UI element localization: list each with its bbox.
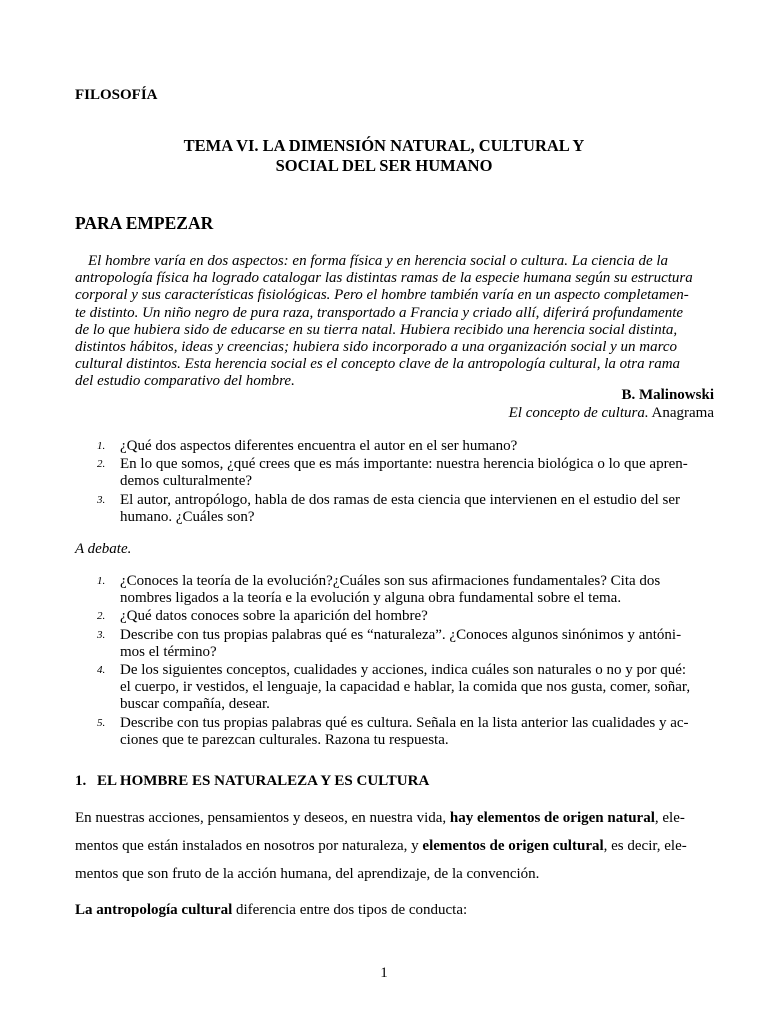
section-number: 1.: [75, 773, 87, 789]
list-item-number: 3.: [97, 628, 106, 641]
list-item: [75, 627, 720, 661]
list-item-line: demos culturalmente?: [120, 473, 253, 490]
debate-label: A debate.: [75, 541, 132, 557]
list-item: [75, 438, 720, 455]
paragraph-bold-text: elementos de origen cultural: [422, 838, 604, 854]
list-item-number: 5.: [97, 716, 106, 729]
quote-source: [509, 405, 714, 422]
list-item-number: 2.: [97, 610, 106, 623]
list-item-line: El autor, antropólogo, habla de dos ramas de esta ciencia que intervienen en el estudio del ser: [120, 491, 681, 508]
list-item-line: ciones que te parezcan culturales. Razona tu respuesta.: [120, 731, 449, 748]
list-item-text: [120, 662, 720, 714]
list-item-line: De los siguientes conceptos, cualidades y acciones, indica cuáles son naturales o no y por qué:: [120, 662, 687, 679]
quote-block: [75, 253, 715, 391]
list-item-line: nombres ligados a la teoría e la evolución y alguna obra fundamental sobre el tema.: [120, 590, 622, 607]
list-item-line: En lo que somos, ¿qué crees que es más importante: nuestra herencia biológica o lo que apren-: [120, 456, 688, 473]
list-item-line: mos el término?: [120, 643, 217, 660]
list-item: [75, 608, 720, 625]
quote-line: distintos hábitos, ideas y creencias; hubiera sido incorporado a una organización social y un marco: [75, 339, 678, 356]
list-item-number: 1.: [97, 575, 106, 587]
paragraph-text: , es decir, ele-: [603, 838, 687, 854]
list-item-number: 3.: [97, 493, 106, 506]
list-item: [75, 456, 720, 490]
quote-source-book: El concepto de cultura.: [508, 405, 649, 421]
list-item-line: ¿Qué dos aspectos diferentes encuentra el autor en el ser humano?: [120, 438, 518, 454]
quote-line: te distinto. Un niño negro de pura raza, transportado a Francia y criado allí, diferirá profundamente: [75, 304, 684, 321]
list-item-text: [120, 715, 720, 749]
list-item-text: [120, 438, 720, 455]
list-item-text: [120, 627, 720, 661]
paragraph-text: mentos que están instalados en nosotros por naturaleza, y: [75, 838, 423, 854]
page-number: 1: [380, 965, 388, 981]
paragraph-text: En nuestras acciones, pensamientos y deseos, en nuestra vida,: [75, 810, 450, 826]
quote-author: B. Malinowski: [621, 387, 714, 403]
quote-line: corporal y sus características fisiológicas. Pero el hombre también varía en un aspecto completamen-: [75, 287, 689, 304]
paragraph-bold-text: hay elementos de origen natural: [449, 810, 655, 826]
list-item-text: [120, 492, 720, 526]
section-heading: [75, 773, 429, 790]
paragraph-line: [75, 804, 720, 832]
list-item-line: ¿Qué datos conoces sobre la aparición del hombre?: [120, 608, 428, 625]
list-item-line: Describe con tus propias palabras qué es cultura. Señala en la lista anterior las cualidades y ac-: [120, 714, 689, 731]
body-paragraph-2: [75, 902, 467, 919]
quote-line: cultural distintos. Esta herencia social es el concepto clave de la antropología cultural, la otra rama: [75, 356, 681, 373]
list-item-line: humano. ¿Cuáles son?: [120, 508, 255, 525]
list-item-number: 2.: [97, 458, 106, 471]
list-item: [75, 662, 720, 714]
paragraph-text: diferencia entre dos tipos de conducta:: [232, 902, 468, 918]
quote-line: antropología física ha logrado catalogar las distintas ramas de la especie humana según su estructura: [75, 270, 693, 287]
list-item-number: 4.: [97, 664, 106, 677]
paragraph-text: , ele-: [654, 810, 685, 826]
intro-heading: PARA EMPEZAR: [75, 213, 214, 233]
paragraph-line: mentos que son fruto de la acción humana, del aprendizaje, de la convención.: [75, 866, 540, 882]
subject-label: FILOSOFÍA: [75, 87, 158, 103]
topic-title-line-2: SOCIAL DEL SER HUMANO: [275, 156, 493, 175]
paragraph-line: [75, 832, 720, 860]
list-item-line: ¿Conoces la teoría de la evolución?¿Cuáles son sus afirmaciones fundamentales? Cita dos: [120, 573, 661, 589]
paragraph-bold-text: La antropología cultural: [75, 902, 233, 918]
quote-line: El hombre varía en dos aspectos: en forma física y en herencia social o cultura. La ciencia de la: [88, 253, 669, 269]
section-title: EL HOMBRE ES NATURALEZA Y ES CULTURA: [97, 773, 430, 789]
list-item-line: buscar compañía, desear.: [120, 696, 270, 713]
list-item: [75, 492, 720, 526]
topic-title-line-1: TEMA VI. LA DIMENSIÓN NATURAL, CULTURAL Y: [183, 136, 585, 155]
body-paragraph: [75, 804, 720, 888]
list-item-text: [120, 608, 720, 625]
list-item-text: [120, 573, 720, 607]
quote-line: de lo que hubiera sido de educarse en su tierra natal. Hubiera recibido una herencia social distinta,: [75, 321, 678, 338]
list-item-text: [120, 456, 720, 490]
list-item-line: Describe con tus propias palabras qué es “naturaleza”. ¿Conoces algunos sinónimos y antóni-: [120, 626, 682, 643]
quote-line: del estudio comparativo del hombre.: [75, 373, 295, 390]
questions-list-2: [75, 573, 720, 750]
list-item: [75, 573, 720, 607]
questions-list-1: [75, 438, 720, 527]
topic-title: [0, 136, 768, 176]
list-item: [75, 715, 720, 749]
list-item-line: el cuerpo, ir vestidos, el lenguaje, la capacidad e hablar, la comida que nos gusta, comer, soñar,: [120, 679, 691, 696]
list-item-number: 1.: [97, 440, 106, 452]
quote-source-publisher: Anagrama: [651, 405, 714, 421]
